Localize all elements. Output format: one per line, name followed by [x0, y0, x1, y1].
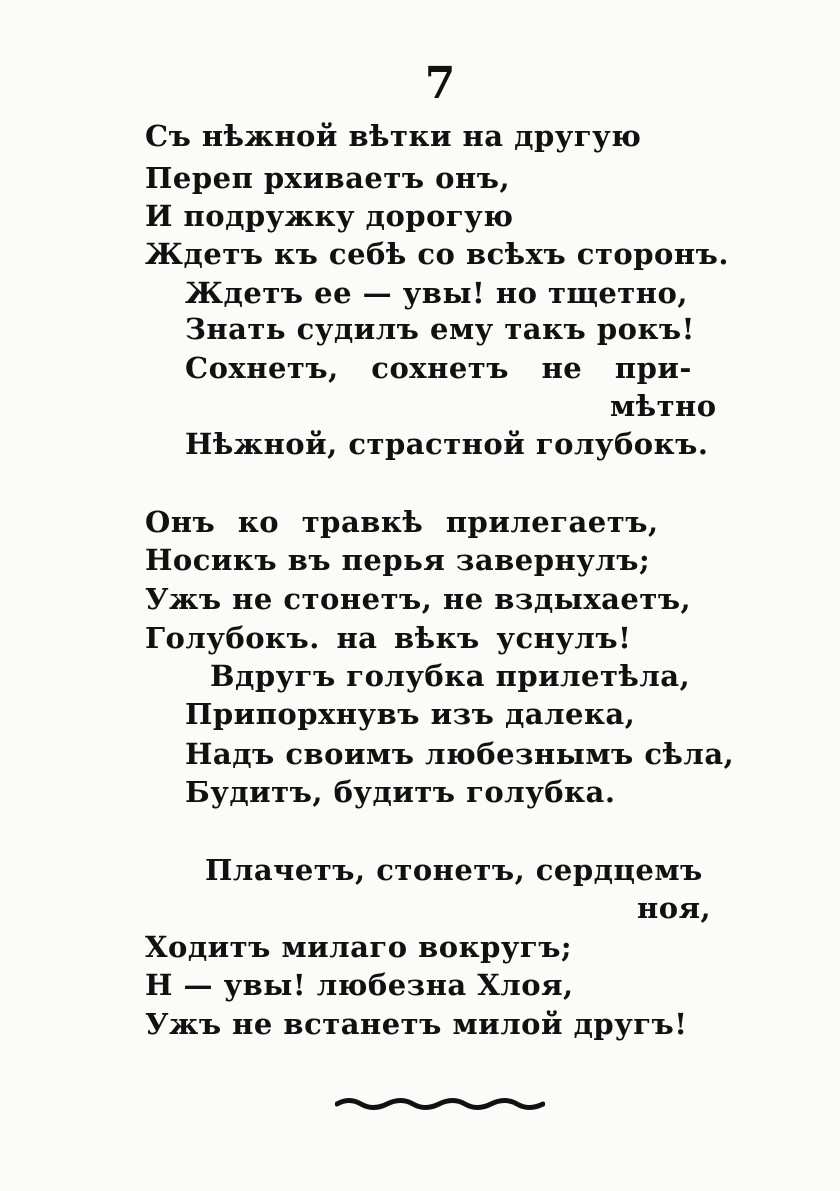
- verse-line: Ждетъ ее — увы! но тщетно,: [185, 276, 688, 310]
- verse-line: Переп рхиваетъ онъ,: [145, 161, 511, 195]
- verse-line: Будитъ, будитъ голубка.: [185, 775, 616, 809]
- verse-line: Голубокъ. на вѣкъ уснулъ!: [145, 621, 632, 655]
- verse-line: Надъ своимъ любезнымъ сѣла,: [185, 737, 735, 771]
- verse-line: ноя,: [637, 891, 712, 925]
- page-number: 7: [424, 58, 456, 109]
- verse-line: Знать судилъ ему такъ рокъ!: [185, 312, 695, 346]
- verse-line: Вдругъ голубка прилетѣла,: [210, 659, 691, 693]
- verse-line: мѣтно: [610, 389, 717, 423]
- verse-line: Онъ ко травкѣ прилегаетъ,: [145, 505, 659, 539]
- verse-line: Н — увы! любезна Хлоя,: [145, 968, 574, 1002]
- verse-line: Ужъ не встанетъ милой другъ!: [145, 1007, 688, 1041]
- verse-line: Припорхнувъ изъ далека,: [185, 697, 636, 731]
- verse-line: Плачетъ, стонетъ, сердцемъ: [205, 853, 703, 887]
- verse-line: Ждетъ къ себѣ со всѣхъ сторонъ.: [145, 237, 729, 271]
- verse-line: Носикъ въ перья завернулъ;: [145, 543, 651, 577]
- verse-line: Съ нѣжной вѣтки на другую: [145, 119, 642, 153]
- wave-tailpiece-icon: [0, 1095, 840, 1115]
- verse-line: И подружку дорогую: [145, 199, 514, 233]
- verse-line: Сохнетъ, сохнетъ не при-: [185, 351, 692, 385]
- verse-line: Ужъ не стонетъ, не вздыхаетъ,: [145, 582, 692, 616]
- verse-line: Нѣжной, страстной голубокъ.: [185, 427, 709, 461]
- verse-line: Ходитъ милаго вокругъ;: [145, 930, 573, 964]
